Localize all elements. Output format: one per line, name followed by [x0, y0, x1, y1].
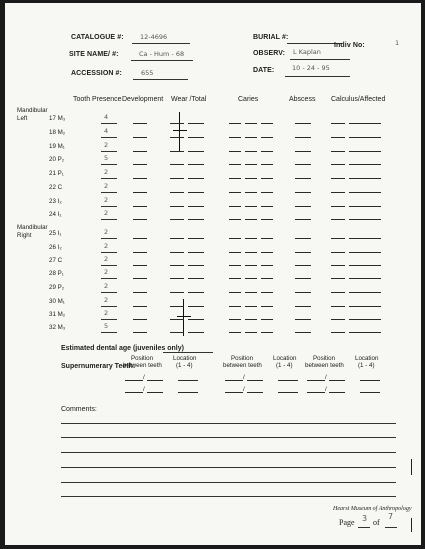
wear-blank-1[interactable] [170, 292, 184, 293]
location-subheader: (1 - 4) [176, 362, 193, 369]
calculus-blank-1[interactable] [331, 319, 345, 320]
calculus-blank-1[interactable] [331, 206, 345, 207]
development-blank[interactable] [133, 206, 147, 207]
location-blank[interactable] [178, 380, 198, 381]
position-blank-right[interactable] [247, 380, 263, 381]
indiv-no-value[interactable]: 1 [395, 39, 400, 47]
calculus-blank-2[interactable] [349, 164, 381, 165]
caries-blank-2[interactable] [245, 137, 257, 138]
caries-blank-2[interactable] [245, 306, 257, 307]
abscess-blank[interactable] [295, 178, 311, 179]
date-value[interactable]: 10 - 24 - 95 [292, 64, 330, 72]
presence-underline [101, 192, 117, 193]
presence-underline [101, 219, 117, 220]
caries-blank-1[interactable] [229, 151, 241, 152]
abscess-blank[interactable] [295, 164, 311, 165]
caries-blank-3[interactable] [261, 219, 273, 220]
col-wear-total: Wear /Total [171, 96, 207, 103]
development-blank[interactable] [133, 319, 147, 320]
location-header: Location [273, 355, 297, 362]
comment-line[interactable] [61, 452, 396, 453]
location-blank[interactable] [278, 392, 298, 393]
abscess-blank[interactable] [295, 319, 311, 320]
caries-blank-3[interactable] [261, 319, 273, 320]
wear-mark-right [183, 299, 184, 336]
calculus-blank-1[interactable] [331, 123, 345, 124]
location-header: Location [355, 355, 379, 362]
wear-blank-2[interactable] [188, 265, 204, 266]
development-blank[interactable] [133, 151, 147, 152]
wear-blank-1[interactable] [170, 238, 184, 239]
presence-underline [101, 332, 117, 333]
date-underline [285, 76, 350, 77]
presence-underline [101, 252, 117, 253]
caries-blank-1[interactable] [229, 178, 241, 179]
tooth-label: 25 I₁ [49, 230, 62, 237]
location-header: Location [173, 355, 197, 362]
tooth-label: 21 P₁ [49, 170, 64, 177]
wear-mark-left-cross [173, 130, 187, 131]
development-blank[interactable] [133, 306, 147, 307]
abscess-blank[interactable] [295, 206, 311, 207]
margin-mark-2 [411, 518, 412, 532]
development-blank[interactable] [133, 192, 147, 193]
wear-blank-1[interactable] [170, 319, 184, 320]
calculus-blank-2[interactable] [349, 123, 381, 124]
comment-line[interactable] [61, 467, 396, 468]
calculus-blank-2[interactable] [349, 319, 381, 320]
abscess-blank[interactable] [295, 278, 311, 279]
comments-label: Comments: [61, 406, 97, 413]
catalogue-label: CATALOGUE #: [71, 34, 124, 41]
wear-blank-1[interactable] [170, 151, 184, 152]
mandibular-right-label-2: Right [17, 232, 32, 239]
wear-blank-2[interactable] [188, 252, 204, 253]
col-calculus: Calculus/Affected [331, 96, 386, 103]
caries-blank-1[interactable] [229, 292, 241, 293]
wear-blank-2[interactable] [188, 192, 204, 193]
caries-blank-2[interactable] [245, 292, 257, 293]
position-header: Position [131, 355, 154, 362]
observer-value[interactable]: L Kaplan [293, 48, 321, 56]
mandibular-left-label-2: Left [17, 115, 28, 122]
wear-blank-1[interactable] [170, 278, 184, 279]
page-total[interactable]: 7 [388, 512, 394, 521]
calculus-blank-2[interactable] [349, 137, 381, 138]
burial-label: BURIAL #: [253, 34, 289, 41]
location-subheader: (1 - 4) [358, 362, 375, 369]
tooth-label: 32 M₃ [49, 324, 66, 331]
page-label: Page [339, 518, 355, 527]
caries-blank-1[interactable] [229, 192, 241, 193]
tooth-label: 29 P₂ [49, 284, 65, 291]
tooth-label: 20 P₂ [49, 156, 65, 163]
development-blank[interactable] [133, 332, 147, 333]
caries-blank-1[interactable] [229, 332, 241, 333]
position-slash: / [143, 386, 145, 393]
presence-value[interactable]: 2 [104, 255, 109, 263]
presence-value[interactable]: 2 [104, 268, 109, 276]
position-blank-left[interactable] [125, 380, 143, 381]
presence-value[interactable]: 2 [104, 309, 109, 317]
position-slash: / [143, 374, 145, 381]
accession-label: ACCESSION #: [71, 70, 122, 77]
site-name-label: SITE NAME/ #: [69, 51, 119, 58]
position-blank-right[interactable] [247, 392, 263, 393]
location-subheader: (1 - 4) [276, 362, 293, 369]
wear-blank-2[interactable] [188, 332, 204, 333]
wear-blank-1[interactable] [170, 306, 184, 307]
calculus-blank-2[interactable] [349, 252, 381, 253]
position-blank-right[interactable] [147, 380, 163, 381]
wear-blank-1[interactable] [170, 219, 184, 220]
caries-blank-3[interactable] [261, 265, 273, 266]
abscess-blank[interactable] [295, 238, 311, 239]
position-blank-right[interactable] [147, 392, 163, 393]
caries-blank-3[interactable] [261, 192, 273, 193]
indiv-no-label: Indiv No: [334, 42, 365, 49]
wear-blank-2[interactable] [188, 178, 204, 179]
caries-blank-1[interactable] [229, 123, 241, 124]
caries-blank-1[interactable] [229, 306, 241, 307]
caries-blank-2[interactable] [245, 238, 257, 239]
calculus-blank-1[interactable] [331, 178, 345, 179]
abscess-blank[interactable] [295, 306, 311, 307]
abscess-blank[interactable] [295, 332, 311, 333]
caries-blank-3[interactable] [261, 206, 273, 207]
wear-blank-2[interactable] [188, 292, 204, 293]
caries-blank-1[interactable] [229, 265, 241, 266]
caries-blank-3[interactable] [261, 306, 273, 307]
estimated-age-underline [163, 352, 213, 353]
tooth-label: 18 M₂ [49, 129, 66, 136]
estimated-age-label: Estimated dental age (juveniles only) [61, 345, 184, 352]
wear-blank-2[interactable] [188, 206, 204, 207]
calculus-blank-2[interactable] [349, 151, 381, 152]
page-total-underline [385, 527, 397, 528]
accession-value[interactable]: 655 [141, 69, 154, 77]
position-slash: / [325, 374, 327, 381]
presence-value[interactable]: 2 [104, 196, 109, 204]
calculus-blank-1[interactable] [331, 238, 345, 239]
position-blank-right[interactable] [329, 392, 345, 393]
calculus-blank-1[interactable] [331, 265, 345, 266]
observer-underline [290, 59, 350, 60]
caries-blank-1[interactable] [229, 219, 241, 220]
development-blank[interactable] [133, 292, 147, 293]
position-subheader: between teeth [305, 362, 344, 369]
presence-underline [101, 123, 117, 124]
page-of-label: of [373, 518, 380, 527]
caries-blank-1[interactable] [229, 137, 241, 138]
comment-line[interactable] [61, 437, 396, 438]
calculus-blank-1[interactable] [331, 278, 345, 279]
presence-value[interactable]: 4 [104, 113, 109, 121]
location-blank[interactable] [360, 392, 380, 393]
caries-blank-3[interactable] [261, 332, 273, 333]
caries-blank-2[interactable] [245, 164, 257, 165]
presence-value[interactable]: 5 [104, 322, 109, 330]
position-blank-right[interactable] [329, 380, 345, 381]
tooth-label: 23 I₂ [49, 198, 62, 205]
calculus-blank-1[interactable] [331, 292, 345, 293]
position-slash: / [325, 386, 327, 393]
calculus-blank-2[interactable] [349, 332, 381, 333]
caries-blank-1[interactable] [229, 252, 241, 253]
abscess-blank[interactable] [295, 192, 311, 193]
calculus-blank-2[interactable] [349, 178, 381, 179]
catalogue-underline [132, 43, 190, 44]
calculus-blank-2[interactable] [349, 219, 381, 220]
tooth-label: 27 C [49, 257, 63, 264]
caries-blank-2[interactable] [245, 332, 257, 333]
calculus-blank-2[interactable] [349, 265, 381, 266]
presence-value[interactable]: 4 [104, 127, 109, 135]
position-slash: / [243, 374, 245, 381]
position-blank-left[interactable] [125, 392, 143, 393]
col-development: Development [122, 96, 164, 103]
abscess-blank[interactable] [295, 292, 311, 293]
tooth-label: 30 M₁ [49, 298, 65, 305]
margin-mark-1 [411, 459, 412, 475]
caries-blank-2[interactable] [245, 252, 257, 253]
wear-blank-1[interactable] [170, 123, 184, 124]
caries-blank-2[interactable] [245, 278, 257, 279]
position-header: Position [313, 355, 336, 362]
catalogue-value[interactable]: 12-4696 [140, 33, 168, 41]
site-name-underline [131, 60, 193, 61]
calculus-blank-1[interactable] [331, 306, 345, 307]
comment-line[interactable] [61, 482, 396, 483]
calculus-blank-1[interactable] [331, 332, 345, 333]
tooth-label: 19 M₁ [49, 143, 65, 150]
site-name-value[interactable]: Ca - Hum - 68 [139, 50, 185, 58]
caries-blank-3[interactable] [261, 178, 273, 179]
calculus-blank-2[interactable] [349, 306, 381, 307]
presence-underline [101, 206, 117, 207]
page-number[interactable]: 3 [362, 514, 368, 523]
observer-label: OBSERV: [253, 50, 286, 57]
development-blank[interactable] [133, 219, 147, 220]
position-header: Position [231, 355, 254, 362]
position-blank-left[interactable] [225, 392, 243, 393]
wear-blank-1[interactable] [170, 332, 184, 333]
caries-blank-3[interactable] [261, 151, 273, 152]
tooth-label: 31 M₂ [49, 311, 66, 318]
wear-blank-2[interactable] [188, 319, 204, 320]
mandibular-left-label-1: Mandibular [17, 107, 48, 114]
wear-blank-2[interactable] [188, 278, 204, 279]
wear-blank-2[interactable] [188, 306, 204, 307]
location-blank[interactable] [360, 380, 380, 381]
caries-blank-3[interactable] [261, 123, 273, 124]
col-tooth: Tooth [73, 96, 91, 103]
col-caries: Caries [238, 96, 259, 103]
wear-mark-right-cross [177, 316, 191, 317]
abscess-blank[interactable] [295, 123, 311, 124]
presence-underline [101, 137, 117, 138]
col-abscess: Abscess [289, 96, 316, 103]
caries-blank-2[interactable] [245, 319, 257, 320]
calculus-blank-2[interactable] [349, 192, 381, 193]
development-blank[interactable] [133, 178, 147, 179]
wear-blank-1[interactable] [170, 178, 184, 179]
wear-blank-2[interactable] [188, 151, 204, 152]
calculus-blank-1[interactable] [331, 137, 345, 138]
wear-blank-2[interactable] [188, 238, 204, 239]
abscess-blank[interactable] [295, 137, 311, 138]
presence-value[interactable]: 2 [104, 282, 109, 290]
wear-blank-1[interactable] [170, 265, 184, 266]
location-blank[interactable] [178, 392, 198, 393]
presence-underline [101, 265, 117, 266]
supernumerary-label: Supernumerary Teeth: [61, 363, 136, 370]
caries-blank-1[interactable] [229, 206, 241, 207]
date-label: DATE: [253, 67, 275, 74]
position-blank-left[interactable] [225, 380, 243, 381]
caries-blank-1[interactable] [229, 164, 241, 165]
abscess-blank[interactable] [295, 151, 311, 152]
calculus-blank-2[interactable] [349, 278, 381, 279]
presence-underline [101, 164, 117, 165]
presence-value[interactable]: 2 [104, 209, 109, 217]
abscess-blank[interactable] [295, 219, 311, 220]
development-blank[interactable] [133, 164, 147, 165]
caries-blank-1[interactable] [229, 319, 241, 320]
abscess-blank[interactable] [295, 252, 311, 253]
mandibular-right-label-1: Mandibular [17, 224, 48, 231]
comment-line[interactable] [61, 496, 396, 497]
wear-blank-1[interactable] [170, 206, 184, 207]
position-slash: / [243, 386, 245, 393]
calculus-blank-1[interactable] [331, 219, 345, 220]
caries-blank-2[interactable] [245, 192, 257, 193]
caries-blank-2[interactable] [245, 265, 257, 266]
development-blank[interactable] [133, 238, 147, 239]
tooth-label: 26 I₂ [49, 244, 62, 251]
wear-blank-1[interactable] [170, 192, 184, 193]
development-blank[interactable] [133, 265, 147, 266]
tooth-label: 22 C [49, 184, 63, 191]
presence-underline [101, 319, 117, 320]
development-blank[interactable] [133, 278, 147, 279]
presence-value[interactable]: 2 [104, 168, 109, 176]
wear-blank-1[interactable] [170, 252, 184, 253]
caries-blank-3[interactable] [261, 292, 273, 293]
presence-value[interactable]: 5 [104, 154, 109, 162]
calculus-blank-2[interactable] [349, 206, 381, 207]
presence-underline [101, 306, 117, 307]
caries-blank-2[interactable] [245, 123, 257, 124]
museum-name: Hearst Museum of Anthropology [333, 506, 412, 512]
wear-mark-left [179, 112, 180, 152]
presence-underline [101, 278, 117, 279]
presence-value[interactable]: 2 [104, 242, 109, 250]
calculus-blank-2[interactable] [349, 238, 381, 239]
wear-blank-1[interactable] [170, 164, 184, 165]
wear-blank-2[interactable] [188, 219, 204, 220]
location-blank[interactable] [278, 380, 298, 381]
presence-value[interactable]: 2 [104, 182, 109, 190]
page-number-underline [358, 527, 370, 528]
calculus-blank-1[interactable] [331, 164, 345, 165]
development-blank[interactable] [133, 137, 147, 138]
caries-blank-2[interactable] [245, 151, 257, 152]
accession-underline [133, 79, 188, 80]
caries-blank-2[interactable] [245, 206, 257, 207]
abscess-blank[interactable] [295, 265, 311, 266]
caries-blank-3[interactable] [261, 164, 273, 165]
caries-blank-3[interactable] [261, 252, 273, 253]
comment-line[interactable] [61, 423, 396, 424]
presence-value[interactable]: 2 [104, 141, 109, 149]
caries-blank-3[interactable] [261, 278, 273, 279]
caries-blank-2[interactable] [245, 178, 257, 179]
position-subheader: between teeth [223, 362, 262, 369]
caries-blank-2[interactable] [245, 219, 257, 220]
presence-underline [101, 238, 117, 239]
tooth-label: 28 P₁ [49, 270, 64, 277]
presence-underline [101, 292, 117, 293]
wear-blank-2[interactable] [188, 123, 204, 124]
caries-blank-3[interactable] [261, 137, 273, 138]
caries-blank-3[interactable] [261, 238, 273, 239]
development-blank[interactable] [133, 252, 147, 253]
recording-form-sheet [5, 3, 421, 545]
development-blank[interactable] [133, 123, 147, 124]
presence-value[interactable]: 2 [104, 296, 109, 304]
position-blank-left[interactable] [307, 392, 325, 393]
presence-value[interactable]: 2 [104, 228, 109, 236]
wear-blank-1[interactable] [170, 137, 184, 138]
tooth-label: 17 M₃ [49, 115, 66, 122]
calculus-blank-1[interactable] [331, 151, 345, 152]
col-presence: Presence [92, 96, 122, 103]
presence-underline [101, 151, 117, 152]
calculus-blank-1[interactable] [331, 252, 345, 253]
calculus-blank-1[interactable] [331, 192, 345, 193]
position-blank-left[interactable] [307, 380, 325, 381]
caries-blank-1[interactable] [229, 238, 241, 239]
position-subheader: between teeth [123, 362, 162, 369]
wear-blank-2[interactable] [188, 137, 204, 138]
tooth-label: 24 I₁ [49, 211, 62, 218]
caries-blank-1[interactable] [229, 278, 241, 279]
presence-underline [101, 178, 117, 179]
wear-blank-2[interactable] [188, 164, 204, 165]
calculus-blank-2[interactable] [349, 292, 381, 293]
